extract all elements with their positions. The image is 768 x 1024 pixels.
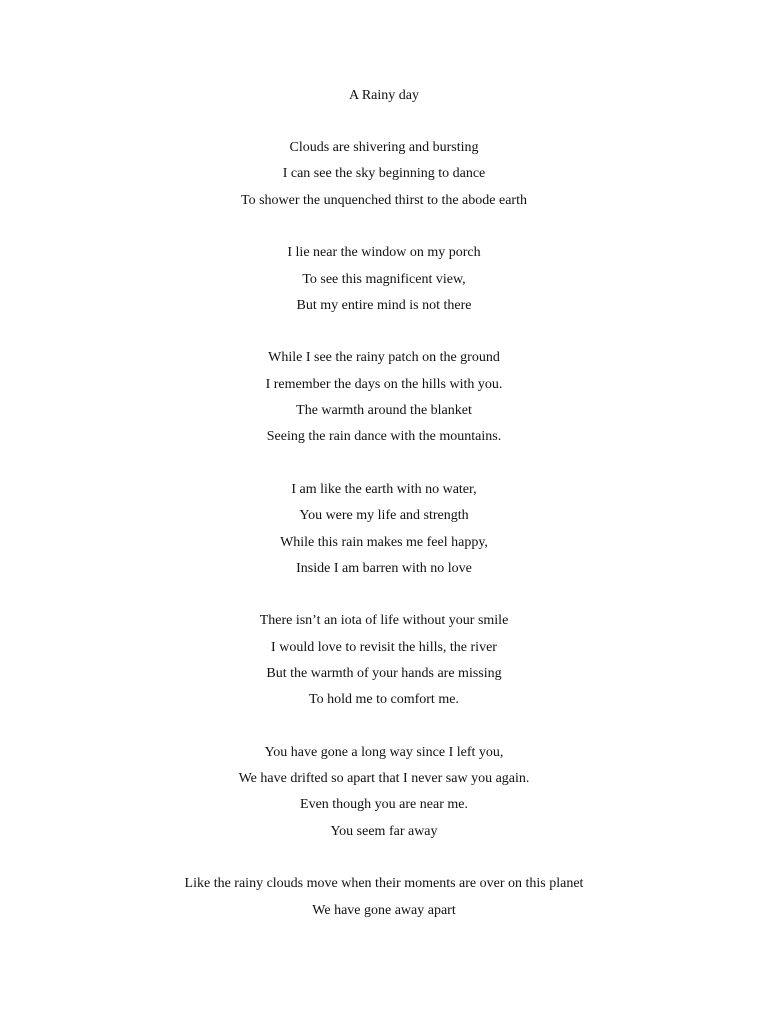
poem-line: To shower the unquenched thirst to the abode earth: [241, 193, 527, 208]
poem-line: I lie near the window on my porch: [287, 245, 481, 260]
poem-line: Like the rainy clouds move when their moments are over on this planet: [184, 876, 584, 891]
poem-line: Seeing the rain dance with the mountains.: [266, 429, 502, 444]
poem-line: You seem far away: [330, 824, 438, 839]
poem-line: While this rain makes me feel happy,: [280, 535, 488, 550]
poem-line: But the warmth of your hands are missing: [266, 666, 502, 681]
poem-line: Clouds are shivering and bursting: [289, 140, 479, 155]
poem-title: A Rainy day: [349, 88, 419, 103]
poem-line: While I see the rainy patch on the ground: [268, 350, 500, 365]
poem-line: There isn’t an iota of life without your smile: [259, 613, 509, 628]
poem-line: We have gone away apart: [312, 903, 456, 918]
poem-line: I am like the earth with no water,: [291, 482, 477, 497]
poem-line: I would love to revisit the hills, the river: [271, 640, 497, 655]
poem-line: But my entire mind is not there: [296, 298, 472, 313]
poem-line: I can see the sky beginning to dance: [282, 166, 486, 181]
poem-line: Even though you are near me.: [300, 797, 468, 812]
poem-line: We have drifted so apart that I never saw you again.: [238, 771, 530, 786]
poem-line: The warmth around the blanket: [296, 403, 472, 418]
poem-line: You have gone a long way since I left you,: [264, 745, 504, 760]
poem-line: Inside I am barren with no love: [296, 561, 472, 576]
poem-line: To hold me to comfort me.: [309, 692, 459, 707]
poem-line: You were my life and strength: [299, 508, 469, 523]
poem-line: I remember the days on the hills with you.: [265, 377, 503, 392]
poem-line: To see this magnificent view,: [302, 272, 466, 287]
